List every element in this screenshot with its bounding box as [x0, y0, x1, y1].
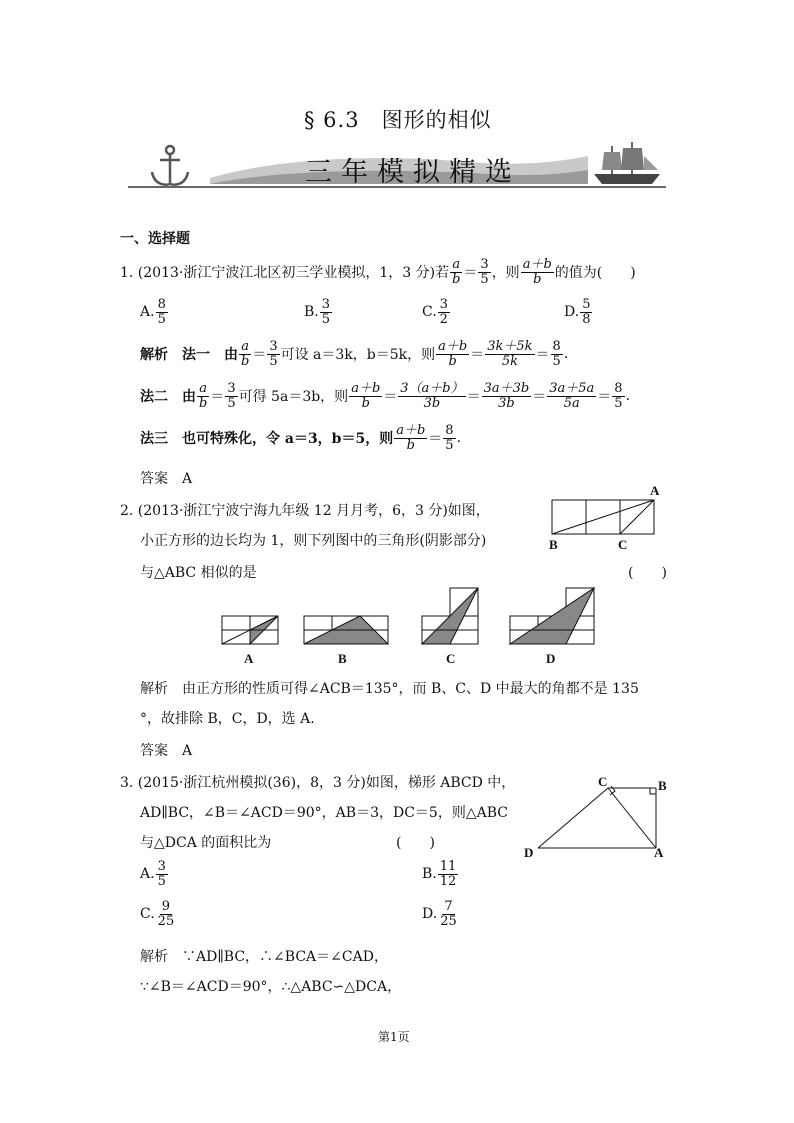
- q1-stem: 1. (2013·浙江宁波江北区初三学业模拟，1，3 分)若 $\frac{a}{b}$ ＝ $\frac{3}{5}$ ，则 $\frac{a+b}{b}$ 的值为( ): [120, 257, 636, 287]
- q3-solution-line2: ∵∠B＝∠ACD＝90°，∴△ABC∽△DCA，: [140, 979, 402, 995]
- q2-line2: 小正方形的边长均为 1，则下列图中的三角形(阴影部分): [140, 533, 487, 549]
- q3-solution-line1: 解析 ∵AD∥BC，∴∠BCA＝∠CAD，: [140, 949, 388, 965]
- q3-bracket: ( ): [396, 835, 435, 851]
- q1-answer: 答案 A: [140, 471, 193, 487]
- q1-option-b: B. $\frac{3}{5}$: [304, 297, 331, 327]
- q2-label-b: B: [549, 537, 558, 552]
- q2-solution-line1: 解析 由正方形的性质可得∠ACB＝135°，而 B、C、D 中最大的角都不是 135: [140, 681, 639, 697]
- q3-label-d: D: [524, 845, 534, 860]
- q1-solution-method1: 解析 法一 由 $\frac{a}{b}$ ＝ $\frac{3}{5}$ 可设 a＝3k，b＝5k，则 $\frac{a+b}{b}$ ＝ $\frac{3k+5k}{5k}$ ＝ $\frac{8}{5}$ .: [140, 339, 569, 369]
- q2-options-figure: [218, 584, 618, 646]
- q3-trapezoid-figure: [534, 782, 664, 854]
- q2-line1: 2. (2013·浙江宁波宁海九年级 12 月月考，6，3 分)如图，: [120, 503, 490, 519]
- q3-option-c: C. $\frac{9}{25}$: [140, 899, 175, 929]
- q3-label-a: A: [654, 845, 664, 860]
- q3-label-b: B: [658, 778, 667, 793]
- q3-option-a: A. $\frac{3}{5}$: [140, 859, 166, 889]
- q1-option-d: D. $\frac{5}{8}$: [564, 297, 591, 327]
- q1-solution-method2: 法二 由 $\frac{a}{b}$ ＝ $\frac{3}{5}$ 可得 5a＝3b，则 $\frac{a+b}{b}$ ＝ $\frac{3(a+b)}{3b}$ ＝ $\frac{3a+3b}{3b}$ ＝ $\frac{3a+5a}{5a}$ ＝ $\frac{8}{5}$ .: [140, 381, 631, 411]
- q2-label-c: C: [618, 537, 628, 552]
- q2-option-label-c: C: [446, 651, 456, 666]
- section-heading: 一、选择题: [120, 231, 190, 247]
- banner-title: 三年模拟精选: [305, 157, 521, 188]
- q1-solution-method3: 法三 也可特殊化，令 a＝3，b＝5，则 $\frac{a+b}{b}$ ＝ $\frac{8}{5}$ .: [140, 423, 462, 453]
- q2-answer: 答案 A: [140, 743, 193, 759]
- q1-option-c: C. $\frac{3}{2}$: [422, 297, 448, 327]
- q2-label-a: A: [650, 483, 660, 498]
- q3-option-b: B. $\frac{11}{12}$: [422, 859, 457, 889]
- q3-option-d: D. $\frac{7}{25}$: [422, 899, 457, 929]
- anchor-icon: [152, 146, 188, 185]
- q3-line1: 3. (2015·浙江杭州模拟(36)，8，3 分)如图，梯形 ABCD 中，: [120, 775, 516, 791]
- q2-solution-line2: °，故排除 B，C，D，选 A.: [140, 711, 315, 727]
- q2-option-label-a: A: [244, 651, 254, 666]
- page-number: 第1页: [378, 1030, 410, 1044]
- q2-option-label-d: D: [546, 651, 556, 666]
- q2-line3: 与△ABC 相似的是: [140, 565, 257, 581]
- q3-line2: AD∥BC，∠B＝∠ACD＝90°，AB＝3，DC＝5，则△ABC: [140, 805, 508, 821]
- ship-icon: [594, 142, 660, 184]
- q3-line3: 与△DCA 的面积比为: [140, 835, 272, 851]
- q2-bracket: ( ): [628, 565, 667, 581]
- q2-option-label-b: B: [338, 651, 347, 666]
- page-title: § 6.3 图形的相似: [304, 108, 492, 132]
- q1-option-a: A. $\frac{8}{5}$: [140, 297, 166, 327]
- q3-label-c: C: [598, 774, 608, 789]
